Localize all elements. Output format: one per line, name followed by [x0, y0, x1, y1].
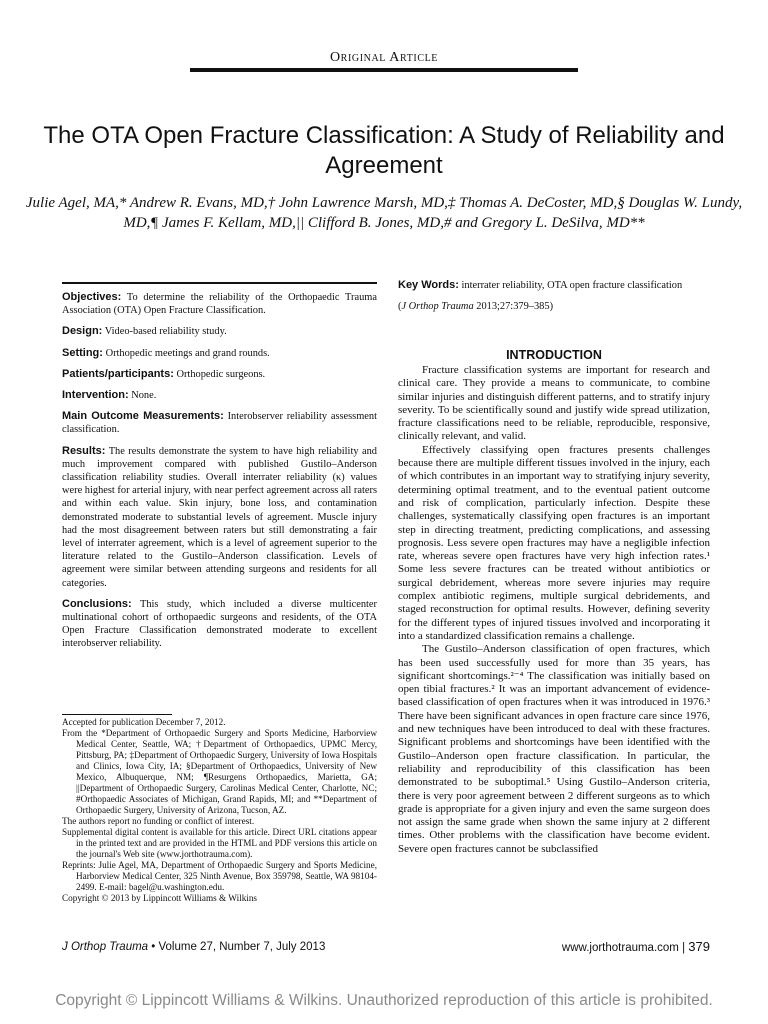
results-label: Results: [62, 444, 106, 457]
journal-citation: (J Orthop Trauma 2013;27:379–385) [398, 301, 554, 312]
outcome-text: Interobserver reliability assessment classification. [62, 411, 378, 436]
objectives-label: Objectives: [62, 291, 122, 303]
footnote-rule [62, 714, 172, 715]
conclusions-text: This study, which included a diverse multicenter multinational cohort of orthopaedic surgeons and residents, of the OTA Open Fracture Classification demonstrated moderate to excellent interobserver reliability. [62, 598, 377, 650]
footer-separator: | [682, 942, 686, 954]
keywords-label: Key Words: [398, 279, 459, 291]
keywords-text: interrater reliability, OTA open fracture classification [461, 280, 683, 291]
citation-journal: J Orthop Trauma [401, 301, 474, 312]
abstract-results [62, 445, 377, 590]
results-text: The results demonstrate the system to have high reliability and much improvement compared with published Gustilo–Anderson classification reliability studies. Overall interrater reliability (κ) values were highest for arterial injury, with near perfect agreement across all raters and within each value. Skin injury, bone loss, and contamination demonstrated moderate to substantial levels of agreement. Muscle injury had the most disagreement between raters but still demonstrating a fair level of interrater agreement, which is a level of agreement superior to the literature related to the Gustilo–Anderson classification. Levels of agreement were similar between attending surgeons and residents for all categories. [62, 445, 377, 589]
citation-details: 2013;27:379–385) [476, 301, 554, 312]
keywords [398, 278, 710, 293]
footer-website[interactable]: www.jorthotrauma.com [561, 942, 679, 954]
conclusions-label: Conclusions: [62, 597, 132, 610]
footnote-conflict: The authors report no funding or conflict of interest. [62, 816, 255, 826]
page-number: 379 [688, 939, 710, 954]
intervention-label: Intervention: [62, 389, 129, 402]
intro-paragraph: The Gustilo–Anderson classification of open fractures, which has been used successfully used for more than 35 years, has significant shortcomings.²⁻⁴ The classification was initially based on open tibial fractures.² It was an important advancement of evidence-based classification of open fractures when it was introduced in 1976.³ There have been significant advances in open fracture care since 1976, and new techniques have been introduced to deal with these fractures. Significant problems and shortcomings have been identified with the Gustilo–Anderson open fracture classification. In particular, the reliability and reproducibility of this classification has been demonstrated to be suboptimal.⁵ Using Gustilo–Anderson criteria, there is very poor agreement between 2 different surgeons as to which grade is appropriate for a given injury and even the same surgeon does not assign the same grade when shown the same injury at 2 different times. Other problems with the classification have become evident. Severe open fractures cannot be subclassified [398, 643, 710, 855]
abstract-design [62, 325, 377, 338]
intervention-text: None. [131, 390, 157, 402]
author-list: Julie Agel, MA,* Andrew R. Evans, MD,† John Lawrence Marsh, MD,‡ Thomas A. DeCoster, MD,§ Douglas W. Lundy, MD,¶ James F. Kellam, MD,|| Clifford B. Jones, MD,# and Gregory L. DeSilva, MD** [25, 195, 743, 231]
outcome-label: Main Outcome Measurements: [62, 410, 224, 423]
objectives-text: To determine the reliability of the Orthopaedic Trauma Association (OTA) Open Fracture Classification. [62, 292, 377, 317]
abstract-setting [62, 347, 377, 360]
abstract [62, 291, 377, 659]
copyright-watermark: Copyright © Lippincott Williams & Wilkins. Unauthorized reproduction of this article is prohibited. [55, 992, 713, 1009]
header-rule [190, 68, 578, 72]
design-text: Video-based reliability study. [104, 326, 227, 338]
article-title: The OTA Open Fracture Classification: A Study of Reliability and Agreement [43, 122, 725, 179]
abstract-patients [62, 368, 377, 381]
footnote-affiliations: From the *Department of Orthopaedic Surgery and Sports Medicine, Harborview Medical Center, Seattle, WA; †Department of Orthopaedics, UPMC Mercy, Pittsburg, PA; ‡Department of Orthopaedic Surgery, University of Iowa Hospitals and Clinics, Iowa City, IA; §Department of Orthopaedics, University of New Mexico, Albuquerque, NM; ¶Resurgens Orthopaedics, Marietta, GA; ||Department of Orthopaedic Surgery, Carolinas Medical Center, Charlotte, NC; #Orthopaedic Associates of Michigan, Grand Rapids, MI; and **Department of Orthopaedic Surgery, University of Arizona, Tucson, AZ. [62, 728, 377, 815]
footnote-reprints: Reprints: Julie Agel, MA, Department of Orthopaedic Surgery and Sports Medicine, Harborview Medical Center, 325 Ninth Avenue, Box 359798, Seattle, WA 98104-2499. E-mail: bagel@u.washington.edu. [62, 860, 377, 892]
abstract-outcome [62, 410, 377, 436]
footnote-supplemental: Supplemental digital content is available for this article. Direct URL citations appear in the printed text and are provided in the HTML and PDF versions this article on the journal's Web site (www.jorthotrauma.com). [62, 827, 377, 859]
setting-label: Setting: [62, 346, 103, 359]
footer-issue: • Volume 27, Number 7, July 2013 [148, 941, 326, 953]
introduction-heading: INTRODUCTION [506, 348, 602, 362]
footnotes [62, 717, 377, 904]
section-label: Original Article [329, 50, 439, 65]
design-label: Design: [62, 325, 103, 338]
footer-page-info [562, 939, 710, 954]
abstract-rule [62, 282, 377, 284]
abstract-conclusions [62, 598, 377, 651]
intro-paragraph: Effectively classifying open fractures presents challenges because there are multiple different tissues involved in the injury, each of which contributes in an important way to stratifying injury severity, determining optimal treatment, and to the eventual patient outcome and risk of complication, particularly infection. Despite these challenges, systematically classifying open fractures is an important step in directing treatment, predicting complications, and assessing prognosis. Less severe open fractures may have a negligible infection rate, whereas severe open fractures have very high infection rates.¹ Some less severe fractures can be treated without antibiotics or surgical debridement, whereas more severe injuries may require complex antibiotic regimens, multiple surgical debridements, and staged reconstruction for optimal results. However, defining severity for the different types of injured tissues involved and incorporating it into a standardized classification remains a challenge. [398, 443, 710, 642]
intro-paragraph: Fracture classification systems are important for research and clinical care. They provide a means to communicate, to combine similar injuries and distinguish different patterns, and to stratify injury severity. To be scientifically sound and justify wide spread utilization, fracture classifications need to be reliable, reproducible, responsive, clinically relevant, and valid. [398, 364, 710, 443]
footnote-copyright: Copyright © 2013 by Lippincott Williams & Wilkins [62, 893, 258, 903]
abstract-objectives [62, 291, 377, 317]
patients-label: Patients/participants: [62, 367, 174, 380]
introduction-body [398, 364, 710, 856]
setting-text: Orthopedic meetings and grand rounds. [105, 347, 270, 359]
footnote-accepted: Accepted for publication December 7, 2012. [62, 717, 226, 727]
patients-text: Orthopedic surgeons. [176, 368, 266, 380]
abstract-intervention [62, 389, 377, 402]
footer-journal: J Orthop Trauma [62, 941, 149, 953]
footer-journal-info [62, 941, 325, 953]
